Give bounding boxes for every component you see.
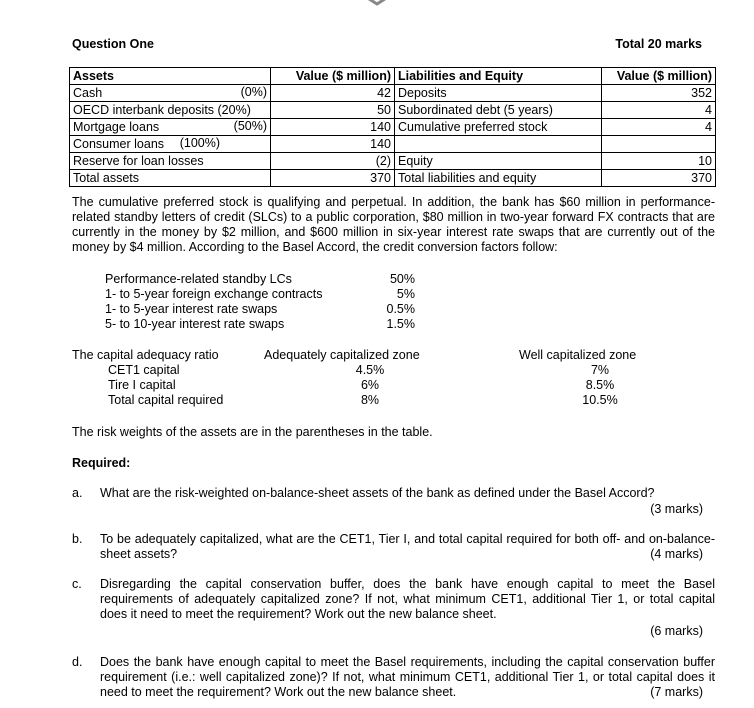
required-heading: Required: [72, 456, 131, 470]
asset-value: 50 [271, 102, 395, 119]
question-marks: (6 marks) [650, 624, 703, 638]
table-row [70, 85, 716, 102]
asset-label: Mortgage loans [73, 119, 160, 134]
ccf-label: 1- to 5-year interest rate swaps [105, 302, 278, 316]
asset-value: 140 [271, 136, 395, 153]
asset-label: Cash [73, 85, 103, 100]
crest-logo [322, 0, 432, 6]
table-row [70, 136, 716, 153]
capital-well-value: 10.5% [582, 393, 618, 407]
liability-value: 352 [602, 85, 716, 102]
ccf-value: 0.5% [386, 302, 415, 316]
liability-label: Subordinated debt (5 years) [395, 102, 602, 119]
asset-value: (2) [271, 153, 395, 170]
question-text: Disregarding the capital conservation buffer, does the bank have enough capital to meet the Basel requirements of adequately capitalized zone? If not, what minimum CET1, additional Tier 1, or total capital does it need to meet the requirement? Work out the new balance sheet. [100, 577, 715, 621]
liability-value [602, 136, 716, 153]
ccf-row [105, 302, 415, 317]
risk-weight: (100%) [179, 136, 220, 150]
question-d [72, 655, 715, 703]
question-b [72, 532, 715, 564]
liability-value: 4 [602, 102, 716, 119]
table-total-row [70, 170, 716, 187]
liability-value: 370 [602, 170, 716, 187]
ccf-label: Performance-related standby LCs [105, 272, 292, 286]
ccf-row [105, 317, 415, 332]
intro-paragraph: The cumulative preferred stock is qualifying and perpetual. In addition, the bank has $60 million in performance-related standby letters of credit (SLCs) to a public corporation, $80 million in two-year forward FX contracts that are currently in the money by $2 million, and $600 million in six-year interest rate swaps that are currently out of the money by $4 million. According to the Basel Accord, the credit conversion factors follow: [72, 195, 715, 254]
risk-weight: (0%) [240, 85, 267, 99]
ccf-value: 5% [396, 287, 415, 301]
capital-heading: The capital adequacy ratio [72, 348, 219, 362]
header-assets: Assets [70, 68, 271, 85]
liability-label: Equity [395, 153, 602, 170]
asset-label: OECD interbank deposits (20%) [73, 102, 251, 117]
liability-value: 10 [602, 153, 716, 170]
question-marks: (7 marks) [644, 685, 703, 700]
ccf-row [105, 272, 415, 287]
asset-label: Reserve for loan losses [73, 153, 204, 168]
ccf-row [105, 287, 415, 302]
question-marks: (4 marks) [650, 547, 703, 561]
ccf-value: 1.5% [386, 317, 415, 331]
question-c [72, 577, 715, 641]
capital-adequate-value: 8% [360, 393, 380, 407]
ccf-value: 50% [389, 272, 415, 286]
balance-sheet-table [69, 67, 716, 187]
asset-value: 370 [271, 170, 395, 187]
question-text: What are the risk-weighted on-balance-sheet assets of the bank as defined under the Basel Accord? [100, 486, 655, 500]
question-a [72, 486, 715, 518]
capital-row-label: CET1 capital [108, 363, 180, 377]
capital-col-well: Well capitalized zone [519, 348, 637, 362]
liability-label [395, 136, 602, 153]
capital-adequate-value: 6% [360, 378, 380, 392]
capital-adequate-value: 4.5% [355, 363, 385, 377]
capital-well-value: 8.5% [585, 378, 615, 392]
question-title: Question One [72, 37, 154, 51]
question-letter: a. [72, 486, 83, 500]
capital-col-adequate: Adequately capitalized zone [264, 348, 420, 362]
question-letter: d. [72, 655, 83, 669]
ccf-label: 1- to 5-year foreign exchange contracts [105, 287, 323, 301]
risk-weights-note: The risk weights of the assets are in the parentheses in the table. [72, 425, 433, 439]
total-marks: Total 20 marks [615, 37, 702, 51]
liability-label: Cumulative preferred stock [395, 119, 602, 136]
question-letter: c. [72, 577, 82, 591]
header-value-assets: Value ($ million) [271, 68, 395, 85]
capital-row-label: Tire I capital [108, 378, 176, 392]
header-value-liabilities: Value ($ million) [602, 68, 716, 85]
liability-label: Deposits [395, 85, 602, 102]
asset-label: Total assets [73, 170, 140, 185]
capital-well-value: 7% [590, 363, 610, 377]
question-text: To be adequately capitalized, what are the CET1, Tier I, and total capital required for both off- and on-balance-sheet assets? [100, 532, 715, 561]
capital-row-label: Total capital required [108, 393, 224, 407]
question-letter: b. [72, 532, 83, 546]
question-marks: (3 marks) [650, 502, 703, 516]
table-row [70, 102, 716, 119]
table-header-row [70, 68, 716, 85]
asset-value: 42 [271, 85, 395, 102]
asset-label: Consumer loans [73, 136, 165, 151]
asset-value: 140 [271, 119, 395, 136]
liability-label: Total liabilities and equity [395, 170, 602, 187]
risk-weight: (50%) [233, 119, 267, 133]
ccf-label: 5- to 10-year interest rate swaps [105, 317, 285, 331]
header-liabilities: Liabilities and Equity [395, 68, 602, 85]
table-row [70, 153, 716, 170]
liability-value: 4 [602, 119, 716, 136]
question-text: Does the bank have enough capital to meet the Basel requirements, including the capital conservation buffer requirement (i.e.: well capitalized zone)? If not, what minimum CET1, additional Tier 1, or total capital does it need to meet the requirement? Work out the new balance sheet. [100, 655, 715, 699]
table-row [70, 119, 716, 136]
